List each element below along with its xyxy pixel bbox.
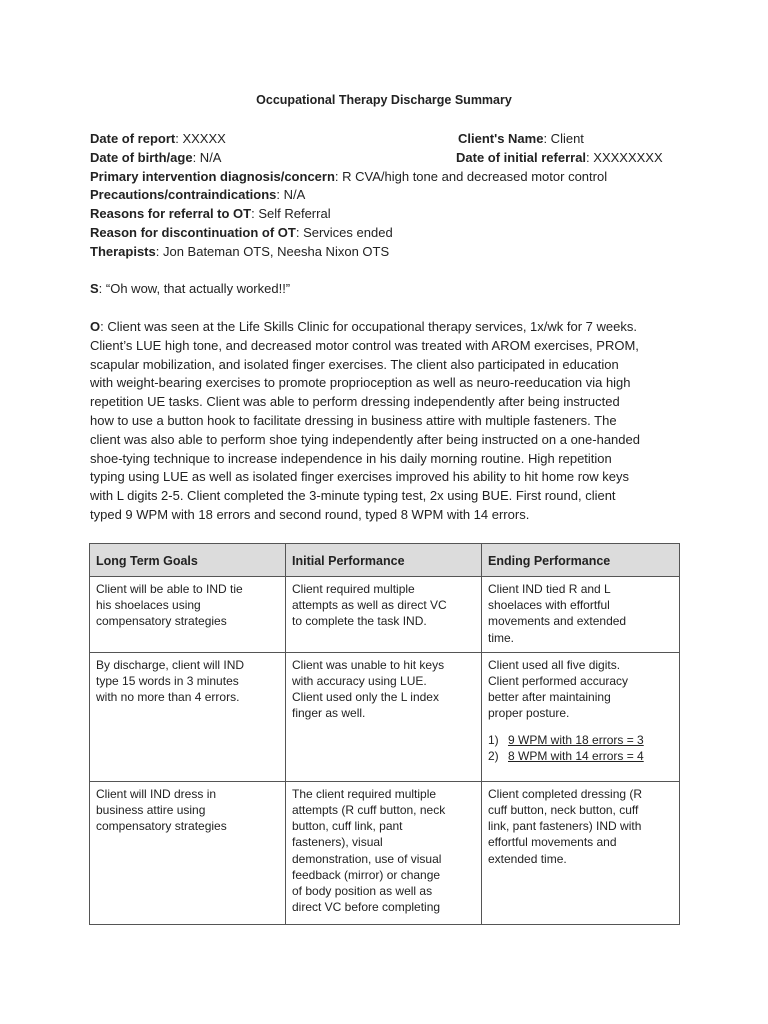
field-row [90, 149, 690, 168]
ending-cell: Client completed dressing (R cuff button, neck button, cuff link, pant fasteners) IND with effortful movements and extended time. [482, 781, 680, 924]
initial-cell: Client required multiple attempts as well as direct VC to complete the task IND. [286, 577, 482, 653]
field-row [90, 130, 690, 149]
initial-cell: The client required multiple attempts (R cuff button, neck button, cuff link, pant fasteners), visual demonstration, use of visual feedback (mirror) or change of body position as well as direct VC before completing [286, 781, 482, 924]
goals-table [89, 543, 680, 925]
goal-cell: Client will be able to IND tie his shoelaces using compensatory strategies [90, 577, 286, 653]
objective-section [90, 318, 682, 525]
header-initial-performance: Initial Performance [286, 544, 482, 577]
referral-reason-field: Reasons for referral to OT: Self Referral [90, 206, 331, 222]
therapists-field: Therapists: Jon Bateman OTS, Neesha Nixon OTS [90, 243, 390, 259]
date-of-report: Date of report: XXXXX [90, 131, 226, 146]
header-fields [90, 130, 690, 262]
objective-line: typing using LUE as well as isolated finger exercises improved his ability to hit home row keys [90, 469, 630, 485]
list-item: 1) 9 WPM with 18 errors = 3 [488, 732, 644, 747]
ending-cell: Client used all five digits. Client performed accuracy better after maintaining proper posture. 1) 9 WPM with 18 errors = 3 2) 8 WPM with 14 errors = 4 [482, 652, 680, 781]
table-row [90, 781, 680, 924]
objective-line: with L digits 2-5. Client completed the 3-minute typing test, 2x using BUE. First round, client [90, 488, 616, 504]
date-of-birth: Date of birth/age: N/A [90, 149, 222, 165]
header-ending-performance: Ending Performance [482, 544, 680, 577]
date-of-initial-referral: Date of initial referral: XXXXXXXX [456, 149, 663, 165]
precautions-field: Precautions/contraindications: N/A [90, 187, 306, 203]
objective-line: O: Client was seen at the Life Skills Clinic for occupational therapy services, 1x/wk for 7 weeks. [90, 319, 637, 334]
table-row [90, 652, 680, 781]
objective-line: shoe-tying technique to increase independence in his daily morning routine. High repetition [90, 450, 612, 466]
objective-line: typed 9 WPM with 18 errors and second round, typed 8 WPM with 14 errors. [90, 506, 530, 522]
header-long-term-goals: Long Term Goals [90, 544, 286, 577]
discontinuation-reason-field: Reason for discontinuation of OT: Services ended [90, 224, 393, 240]
objective-line: with weight-bearing exercises to promote proprioception as well as neuro-reeducation via high [90, 375, 631, 391]
table-header-row [90, 544, 680, 577]
clients-name: Client's Name: Client [458, 131, 584, 146]
objective-line: scapular mobilization, and isolated finger exercises. The client also participated in education [90, 356, 619, 372]
table-row [90, 577, 680, 653]
document-title: Occupational Therapy Discharge Summary [256, 93, 512, 107]
objective-line: client was also able to perform shoe tying independently after being instructed on a one-handed [90, 431, 640, 447]
initial-cell: Client was unable to hit keys with accuracy using LUE. Client used only the L index finger as well. [286, 652, 482, 781]
ending-cell: Client IND tied R and L shoelaces with effortful movements and extended time. [482, 577, 680, 653]
goal-cell: Client will IND dress in business attire using compensatory strategies [90, 781, 286, 924]
diagnosis-field: Primary intervention diagnosis/concern: R CVA/high tone and decreased motor control [90, 168, 608, 184]
subjective-section: S: “Oh wow, that actually worked!!” [90, 281, 291, 296]
list-item: 2) 8 WPM with 14 errors = 4 [488, 748, 644, 763]
goal-cell: By discharge, client will IND type 15 words in 3 minutes with no more than 4 errors. [90, 652, 286, 781]
objective-line: repetition UE tasks. Client was able to perform dressing independently after being instructed [90, 394, 620, 410]
objective-line: how to use a button hook to facilitate dressing in business attire with multiple fasteners. The [90, 412, 617, 428]
objective-line: Client’s LUE high tone, and decreased motor control was treated with AROM exercises, PROM, [90, 337, 639, 353]
